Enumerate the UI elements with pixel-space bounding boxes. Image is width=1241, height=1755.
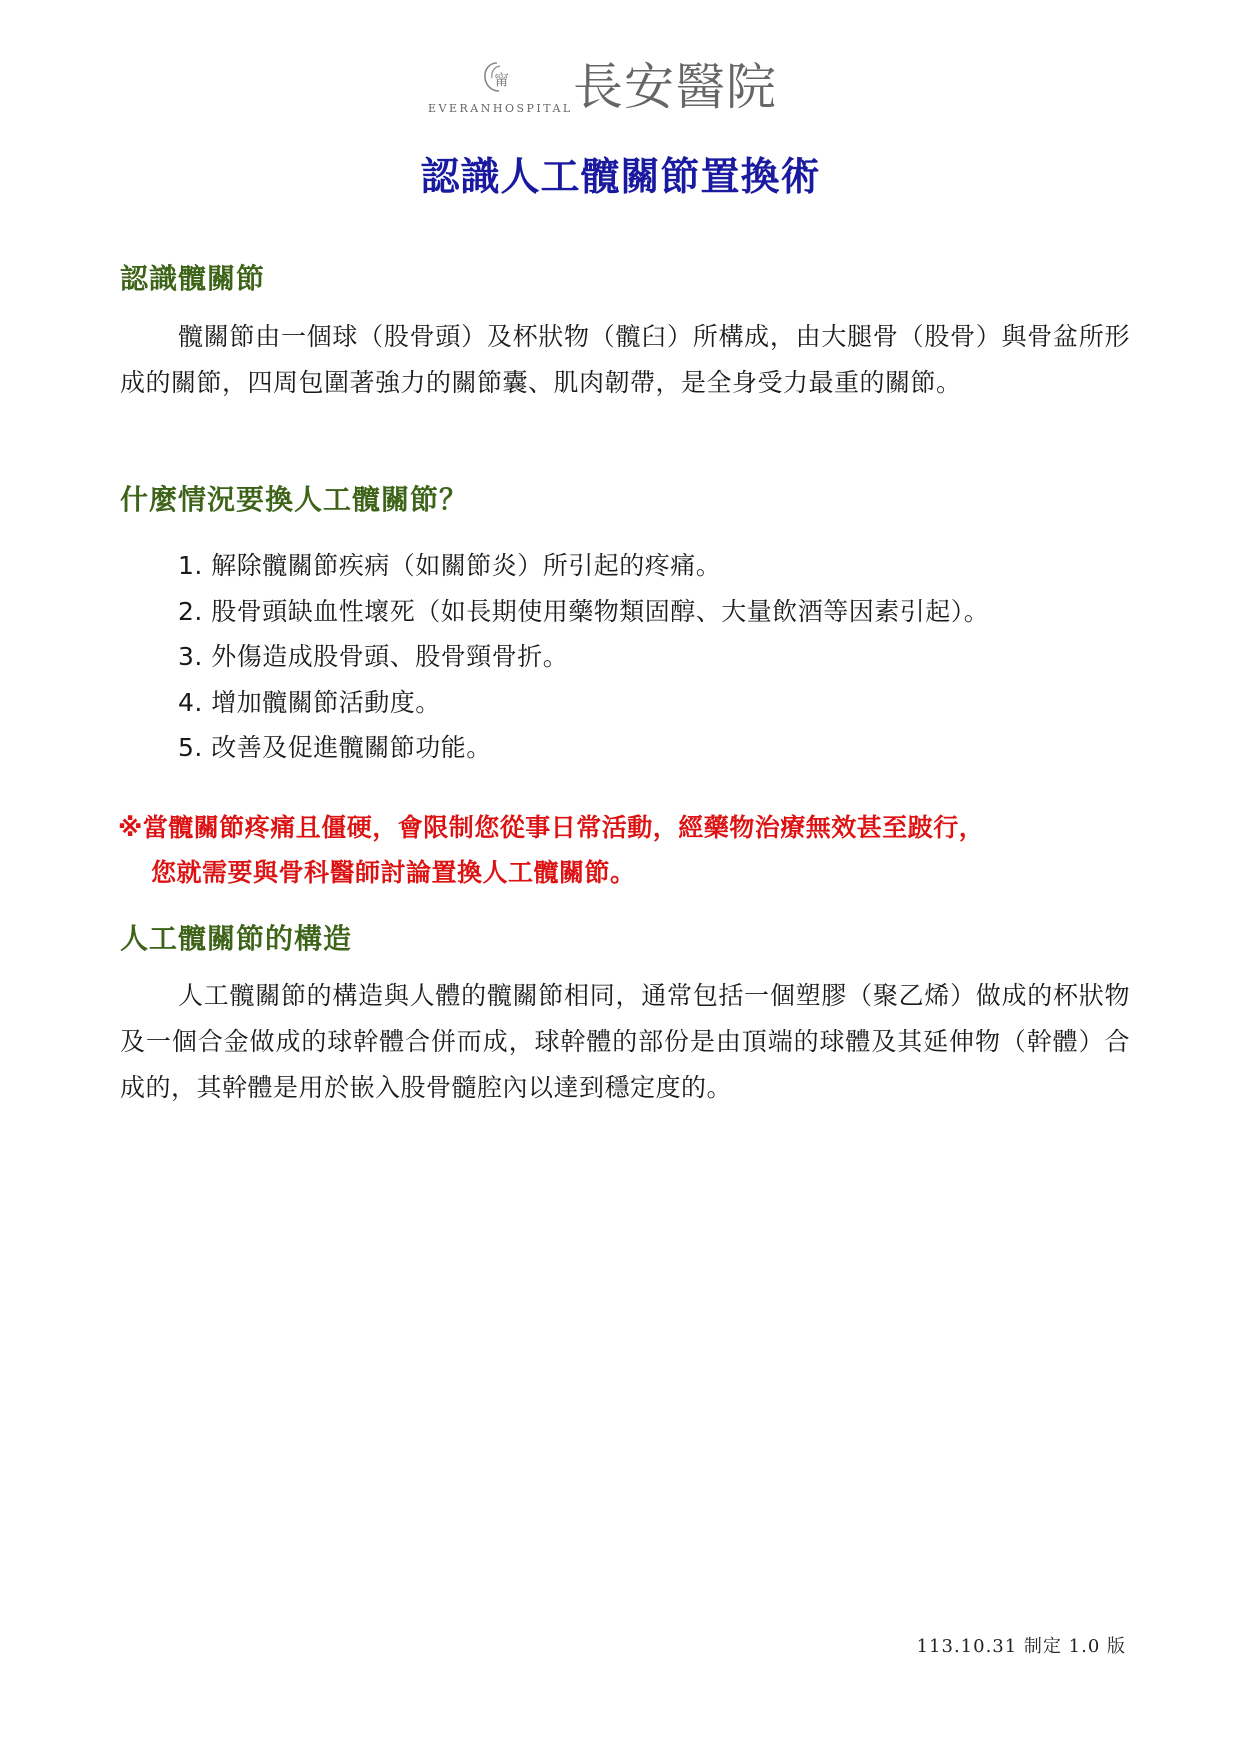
section-heading-hip-joint: 認識髖關節 [120, 262, 266, 295]
structure-paragraph: 人工髖關節的構造與人體的髖關節相同，通常包括一個塑膠（聚乙烯）做成的杯狀物及一個合金做成的球幹體合併而成，球幹體的部份是由頂端的球體及其延伸物（幹體）合成的，其幹體是用於嵌入股骨髓腔內以達到穩定度的。 [120, 981, 1130, 1102]
page-title: 認識人工髖關節置換術 [420, 155, 821, 200]
hospital-emblem-icon [480, 60, 514, 94]
warning-notice [118, 805, 1158, 895]
hip-joint-paragraph: 髖關節由一個球（股骨頭）及杯狀物（髖臼）所構成，由大腿骨（股骨）與骨盆所形成的關節，四周包圍著強力的關節囊、肌肉韌帶，是全身受力最重的關節。 [120, 322, 1130, 397]
list-item: 5. 改善及促進髖關節功能。 [178, 733, 492, 762]
section-heading-when-replace: 什麼情況要換人工髖關節？ [120, 483, 469, 516]
section-heading-structure: 人工髖關節的構造 [120, 922, 353, 955]
indication-list [178, 543, 989, 771]
list-item: 2. 股骨頭缺血性壞死（如長期使用藥物類固醇、大量飲酒等因素引起）。 [178, 596, 990, 626]
version-footer: 113.10.31 制定 1.0 版 [916, 1636, 1126, 1657]
hospital-logo [428, 56, 828, 122]
notice-line-2: 您就需要與骨科醫師討論置換人工髖關節。 [151, 858, 636, 887]
logo-english-text: EVERANHOSPITAL [428, 102, 573, 115]
notice-line-1: ※當髖關節疼痛且僵硬，會限制您從事日常活動，經藥物治療無效甚至跛行， [118, 813, 985, 842]
list-item: 3. 外傷造成股骨頭、股骨頸骨折。 [178, 642, 569, 671]
list-item: 1. 解除髖關節疾病（如關節炎）所引起的疼痛。 [178, 551, 722, 580]
list-item: 4. 增加髖關節活動度。 [178, 687, 441, 717]
logo-chinese-text: 長安醫院 [573, 58, 777, 116]
svg-text:甯: 甯 [494, 71, 510, 89]
